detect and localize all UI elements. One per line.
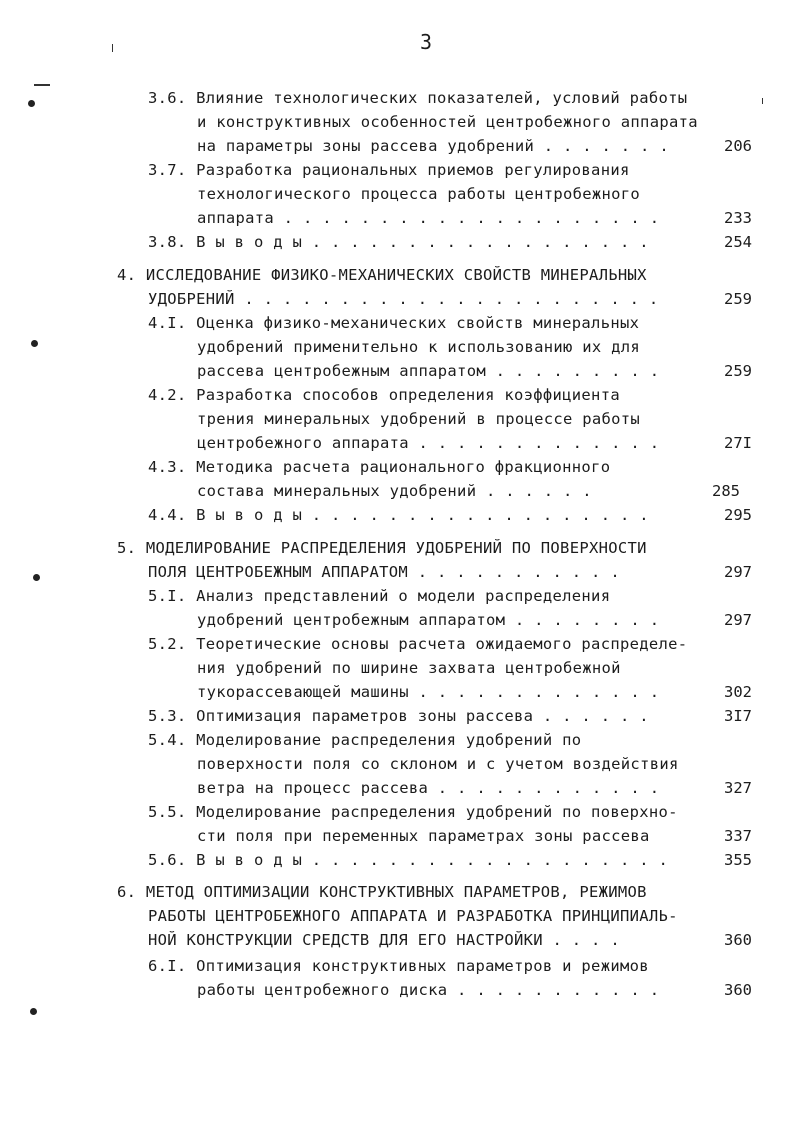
toc-page-4-1: 259 — [724, 362, 752, 380]
toc-entry-5-4-cont: ветра на процесс рассева . . . . . . . . . . . . — [197, 779, 660, 797]
toc-entry-4-2: 4.2. Разработка способов определения коэффициента — [148, 386, 620, 404]
toc-chapter-4-cont: УДОБРЕНИЙ . . . . . . . . . . . . . . . . . . . . . . — [148, 290, 659, 308]
toc-entry-5-2-cont: ния удобрений по ширине захвата центробежной — [197, 659, 621, 677]
binding-hole-dot — [30, 1008, 37, 1015]
toc-entry-3-7-cont: аппарата . . . . . . . . . . . . . . . . . . . . — [197, 209, 660, 227]
toc-page-5-3: 3I7 — [724, 707, 752, 725]
toc-page-4-4: 295 — [724, 506, 752, 524]
toc-page-5-2: 302 — [724, 683, 752, 701]
toc-page-6-1: 360 — [724, 981, 752, 999]
page-number: 3 — [420, 30, 433, 54]
toc-entry-4-4: 4.4. В ы в о д ы . . . . . . . . . . . . . . . . . . — [148, 506, 649, 524]
margin-tick-mark — [762, 98, 763, 104]
toc-entry-3-6: 3.6. Влияние технологических показателей, условий работы — [148, 89, 688, 107]
margin-dash-mark — [34, 84, 50, 86]
toc-page-5-5: 337 — [724, 827, 752, 845]
toc-entry-6-1-cont: работы центробежного диска . . . . . . . . . . . — [197, 981, 660, 999]
toc-entry-5-5: 5.5. Моделирование распределения удобрений по поверхно- — [148, 803, 678, 821]
toc-entry-4-2-cont: центробежного аппарата . . . . . . . . . . . . . — [197, 434, 660, 452]
binding-hole-dot — [33, 574, 40, 581]
toc-entry-4-1-cont: удобрений применительно к использованию их для — [197, 338, 641, 356]
margin-tick-mark — [112, 44, 113, 52]
toc-entry-5-5-cont: сти поля при переменных параметрах зоны рассева — [197, 827, 650, 845]
toc-chapter-5-cont: ПОЛЯ ЦЕНТРОБЕЖНЫМ АППАРАТОМ . . . . . . . . . . . — [148, 563, 620, 581]
toc-page-5-4: 327 — [724, 779, 752, 797]
toc-entry-3-6-cont: на параметры зоны рассева удобрений . . . . . . . — [197, 137, 669, 155]
toc-page-3-8: 254 — [724, 233, 752, 251]
toc-chapter-6: 6. МЕТОД ОПТИМИЗАЦИИ КОНСТРУКТИВНЫХ ПАРАМЕТРОВ, РЕЖИМОВ — [117, 883, 647, 901]
toc-entry-5-6: 5.6. В ы в о д ы . . . . . . . . . . . . . . . . . . . — [148, 851, 669, 869]
binding-hole-dot — [28, 100, 35, 107]
toc-entry-5-1-cont: удобрений центробежным аппаратом . . . . . . . . — [197, 611, 660, 629]
toc-entry-4-3: 4.3. Методика расчета рационального фракционного — [148, 458, 611, 476]
toc-entry-3-8: 3.8. В ы в о д ы . . . . . . . . . . . . . . . . . . — [148, 233, 649, 251]
toc-page-5: 297 — [724, 563, 752, 581]
toc-page-4: 259 — [724, 290, 752, 308]
toc-entry-6-1: 6.I. Оптимизация конструктивных параметров и режимов — [148, 957, 649, 975]
toc-entry-3-7: 3.7. Разработка рациональных приемов регулирования — [148, 161, 630, 179]
toc-entry-5-3: 5.3. Оптимизация параметров зоны рассева . . . . . . — [148, 707, 649, 725]
toc-page-5-1: 297 — [724, 611, 752, 629]
toc-page-4-2: 27I — [724, 434, 752, 452]
toc-chapter-6-cont: НОЙ КОНСТРУКЦИИ СРЕДСТВ ДЛЯ ЕГО НАСТРОЙКИ . . . . — [148, 931, 620, 949]
toc-entry-3-7-cont: технологического процесса работы центробежного — [197, 185, 641, 203]
toc-entry-5-2: 5.2. Теоретические основы расчета ожидаемого распределе- — [148, 635, 688, 653]
toc-entry-4-1-cont: рассева центробежным аппаратом . . . . . . . . . — [197, 362, 660, 380]
toc-entry-5-4: 5.4. Моделирование распределения удобрений по — [148, 731, 582, 749]
toc-page-5-6: 355 — [724, 851, 752, 869]
toc-entry-5-4-cont: поверхности поля со склоном и с учетом воздействия — [197, 755, 679, 773]
toc-entry-4-2-cont: трения минеральных удобрений в процессе работы — [197, 410, 641, 428]
binding-hole-dot — [31, 340, 38, 347]
toc-entry-4-3-cont: состава минеральных удобрений . . . . . . — [197, 482, 592, 500]
toc-page-3-6: 206 — [724, 137, 752, 155]
toc-page-3-7: 233 — [724, 209, 752, 227]
toc-chapter-4: 4. ИССЛЕДОВАНИЕ ФИЗИКО-МЕХАНИЧЕСКИХ СВОЙСТВ МИНЕРАЛЬНЫХ — [117, 266, 647, 284]
toc-entry-5-2-cont: тукорассевающей машины . . . . . . . . . . . . . — [197, 683, 660, 701]
toc-page-4-3: 285 — [712, 482, 740, 500]
toc-entry-3-6-cont: и конструктивных особенностей центробежного аппарата — [197, 113, 698, 131]
toc-chapter-5: 5. МОДЕЛИРОВАНИЕ РАСПРЕДЕЛЕНИЯ УДОБРЕНИЙ ПО ПОВЕРХНОСТИ — [117, 539, 647, 557]
toc-page-6: 360 — [724, 931, 752, 949]
toc-entry-5-1: 5.I. Анализ представлений о модели распределения — [148, 587, 611, 605]
toc-chapter-6-cont: РАБОТЫ ЦЕНТРОБЕЖНОГО АППАРАТА И РАЗРАБОТКА ПРИНЦИПИАЛЬ- — [148, 907, 678, 925]
toc-entry-4-1: 4.I. Оценка физико-механических свойств минеральных — [148, 314, 640, 332]
